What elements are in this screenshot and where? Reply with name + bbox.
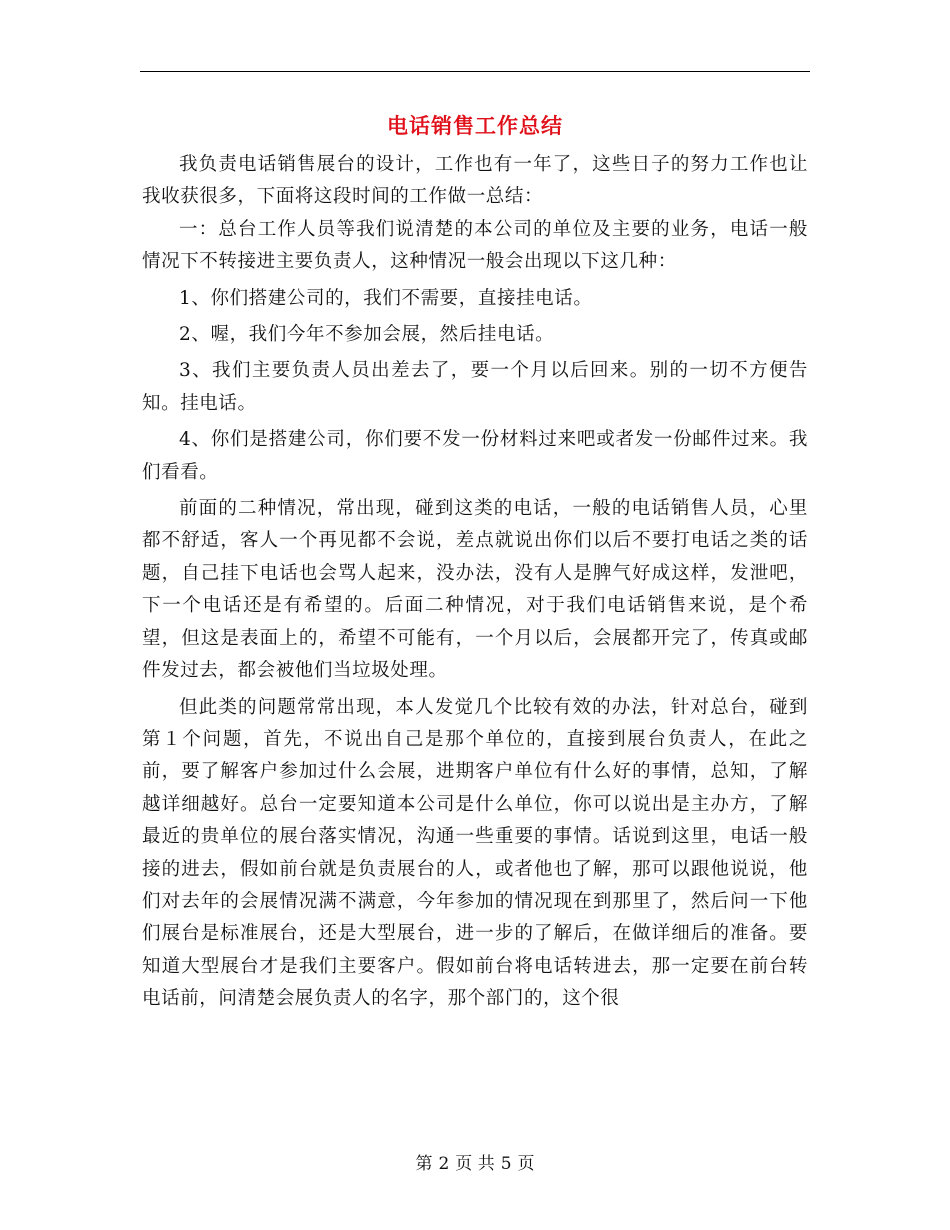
document-title: 电话销售工作总结	[387, 113, 563, 138]
footer-prefix: 第	[415, 1154, 433, 1174]
paragraph-item-3: 3、我们主要负责人员出差去了，要一个月以后回来。别的一切不方便告知。挂电话。	[142, 360, 808, 414]
header-rule	[140, 71, 810, 72]
paragraph-analysis: 前面的二种情况，常出现，碰到这类的电话，一般的电话销售人员，心里都不舒适，客人一个再见都不会说，差点就说出你们以后不要打电话之类的话题，自己挂下电话也会骂人起来，没办法，没有人是脾气好成这样，发泄吧，下一个电话还是有希望的。后面二种情况，对于我们电话销售来说，是个希望，但这是表面上的，希望不可能有，一个月以后，会展都开完了，传真或邮件发过去，都会被他们当垃圾处理。	[142, 498, 808, 682]
footer-page-current: 2	[438, 1154, 450, 1174]
paragraph-item-2: 2、喔，我们今年不参加会展，然后挂电话。	[179, 324, 555, 346]
page-footer	[0, 1152, 950, 1176]
paragraph-solutions: 但此类的问题常常出现，本人发觉几个比较有效的办法，针对总台，碰到第１个问题，首先，不说出自己是那个单位的，直接到展台负责人，在此之前，要了解客户参加过什么会展，进期客户单位有什么好的事情，总知，了解越详细越好。总台一定要知道本公司是什么单位，你可以说出是主办方，了解最近的贵单位的展台落实情况，沟通一些重要的事情。话说到这里，电话一般接的进去，假如前台就是负责展台的人，或者他也了解，那可以跟他说说，他们对去年的会展情况满不满意，今年参加的情况现在到那里了，然后问一下他们展台是标准展台，还是大型展台，进一步的了解后，在做详细后的准备。要知道大型展台才是我们主要客户。假如前台将电话转进去，那一定要在前台转电话前，问清楚会展负责人的名字，那个部门的，这个很	[142, 696, 808, 1010]
footer-suffix: 页	[517, 1154, 535, 1174]
paragraph-item-4: 4、你们是搭建公司，你们要不发一份材料过来吧或者发一份邮件过来。我们看看。	[142, 429, 808, 483]
document-body	[142, 149, 808, 1016]
footer-page-total: 5	[500, 1154, 512, 1174]
footer-middle: 页 共	[455, 1154, 495, 1174]
paragraph-item-1: 1、你们搭建公司的，我们不需要，直接挂电话。	[179, 287, 593, 309]
paragraph-intro: 我负责电话销售展台的设计，工作也有一年了，这些日子的努力工作也让我收获很多，下面将这段时间的工作做一总结：	[142, 154, 808, 208]
paragraph-section-one: 一：总台工作人员等我们说清楚的本公司的单位及主要的业务，电话一般情况下不转接进主要负责人，这种情况一般会出现以下这几种：	[142, 218, 808, 273]
